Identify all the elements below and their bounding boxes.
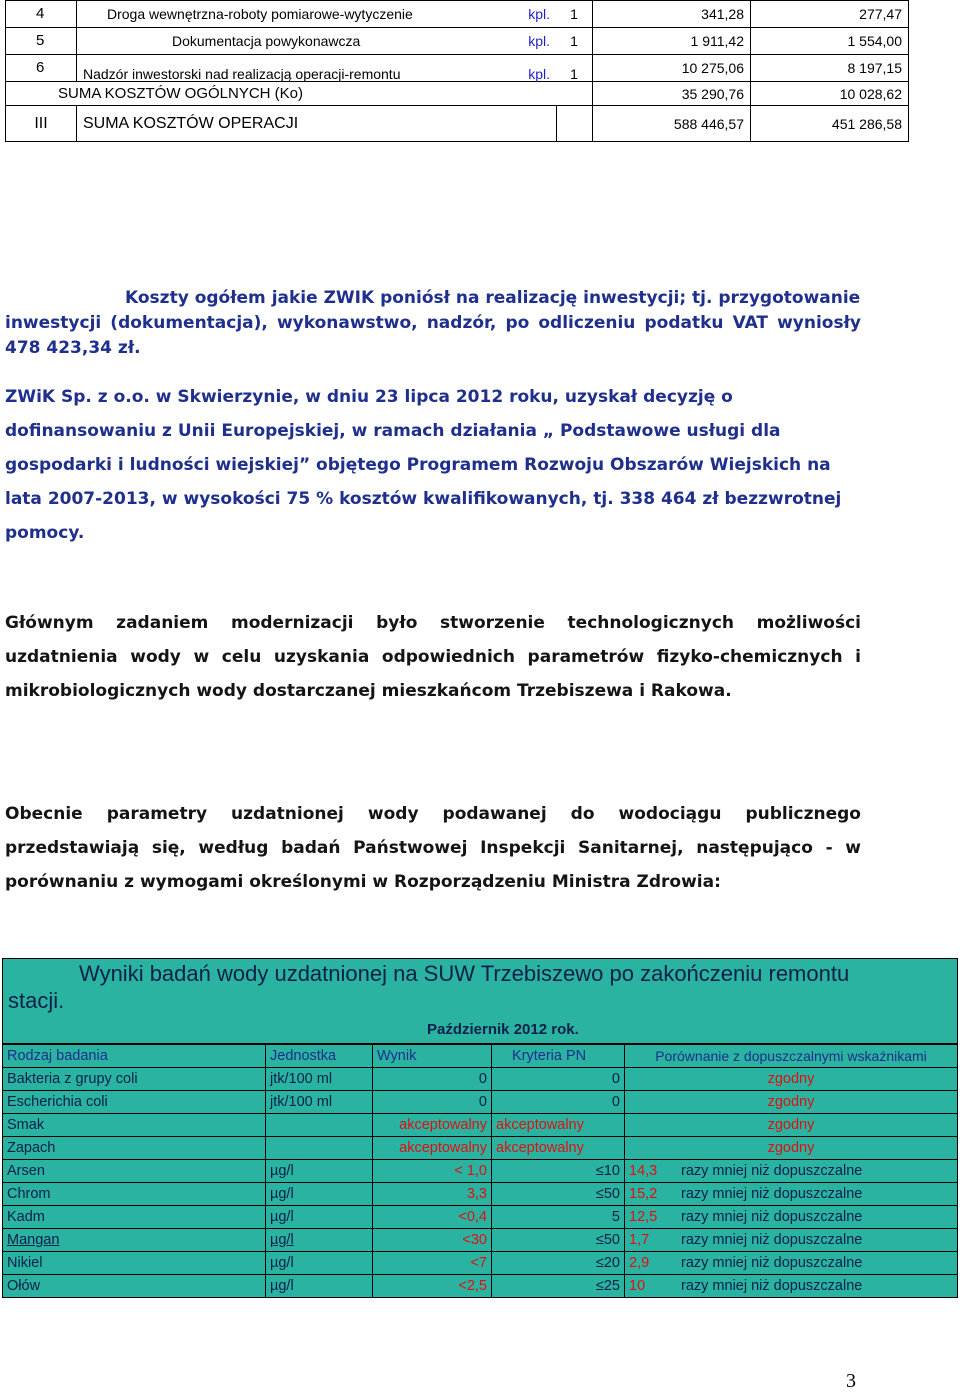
paragraph-line: ZWiK Sp. z o.o. w Skwierzynie, w dniu 23 lipca 2012 roku, uzyskał decyzję o [5,387,733,407]
cell-comparison: zgodny [625,1091,958,1114]
row-brutto: 1 911,42 [593,28,751,55]
comparison-factor: 12,5 [629,1209,658,1225]
cell-name: Kadm [3,1206,266,1229]
row-netto: 277,47 [751,1,909,28]
cell-comparison [625,1252,958,1275]
cell-criteria: ≤10 [492,1160,625,1183]
cell-criteria: 0 [492,1068,625,1091]
results-row [3,1206,958,1229]
cell-name: Smak [3,1114,266,1137]
results-row [3,1068,958,1091]
cell-result: <30 [373,1229,492,1252]
cell-result: <2,5 [373,1275,492,1298]
results-row [3,1252,958,1275]
cell-result: 0 [373,1068,492,1091]
row-lp: 4 [6,1,77,28]
sum-general-row [6,82,909,106]
row-netto: 8 197,15 [751,55,909,82]
cell-result: <0,4 [373,1206,492,1229]
paragraph-line: mikrobiologicznych wody dostarczanej mieszkańcom Trzebiszewa i Rakowa. [5,681,732,701]
paragraph-line: 478 423,34 zł. [5,338,141,358]
results-grid [2,1044,958,1298]
table-row [6,55,909,82]
row-unit: kpl. [522,55,556,82]
paragraph-line: porównaniu z wymogami określonymi w Rozporządzeniu Ministra Zdrowia: [5,872,721,892]
cell-unit: µg/l [266,1252,373,1275]
results-header-row [3,1045,958,1068]
sum-general-label: SUMA KOSZTÓW OGÓLNYCH (Ko) [6,82,593,106]
cell-unit: µg/l [266,1229,373,1252]
header-cell: Wynik [373,1045,492,1068]
cell-result: akceptowalny [373,1114,492,1137]
header-cell: Rodzaj badania [3,1045,266,1068]
sum-operation-row [6,106,909,142]
paragraph-line: Koszty ogółem jakie ZWIK poniósł na realizację inwestycji; tj. przygotowanie [125,288,861,308]
comparison-text: razy mniej niż dopuszczalne [681,1278,863,1294]
cell-result: < 1,0 [373,1160,492,1183]
row-unit: kpl. [522,1,556,28]
sum-operation-netto: 451 286,58 [751,106,909,142]
sum-operation-lp: III [6,106,77,142]
row-brutto: 341,28 [593,1,751,28]
cell-comparison [625,1183,958,1206]
row-qty: 1 [556,1,593,28]
cell-comparison: zgodny [625,1137,958,1160]
cell-criteria: akceptowalny [492,1137,625,1160]
results-row [3,1114,958,1137]
page-number: 3 [846,1370,856,1392]
paragraph-line: lata 2007-2013, w wysokości 75 % kosztów kwalifikowanych, tj. 338 464 zł bezzwrotnej [5,489,842,509]
row-lp: 6 [6,55,77,82]
results-row [3,1091,958,1114]
paragraph-line: dofinansowaniu z Unii Europejskiej, w ramach działania „ Podstawowe usługi dla [5,421,781,441]
paragraph-line: Obecnie parametry uzdatnionej wody podawanej do wodociągu publicznego [5,804,861,824]
paragraph-modernization [5,606,861,708]
cell-name: Arsen [3,1160,266,1183]
cell-result: 0 [373,1091,492,1114]
results-row [3,1137,958,1160]
paragraph-cost-summary [5,286,861,361]
cell-name: Escherichia coli [3,1091,266,1114]
cell-criteria: ≤20 [492,1252,625,1275]
cell-comparison: zgodny [625,1068,958,1091]
row-name: Droga wewnętrzna-roboty pomiarowe-wytyczenie [77,1,523,28]
cell-result: <7 [373,1252,492,1275]
results-row [3,1275,958,1298]
row-qty: 1 [556,28,593,55]
paragraph-line: Głównym zadaniem modernizacji było stworzenie technologicznych możliwości [5,613,861,633]
sum-operation-brutto: 588 446,57 [593,106,751,142]
cell-unit [266,1137,373,1160]
paragraph-line: pomocy. [5,523,85,543]
comparison-factor: 15,2 [629,1186,658,1202]
cell-name: Ołów [3,1275,266,1298]
cell-comparison [625,1229,958,1252]
comparison-text: razy mniej niż dopuszczalne [681,1209,863,1225]
results-title: Wyniki badań wody uzdatnionej na SUW Trzebiszewo po zakończeniu remontu [79,961,850,986]
cell-criteria: 5 [492,1206,625,1229]
comparison-factor: 14,3 [629,1163,658,1179]
paragraph-line: uzdatnienia wody w celu uzyskania odpowiednich parametrów fizyko-chemicznych i [5,647,861,667]
cell-name: Mangan [3,1229,266,1252]
results-row [3,1183,958,1206]
row-lp: 5 [6,28,77,55]
sum-operation-label: SUMA KOSZTÓW OPERACJI [77,106,557,142]
cell-comparison: zgodny [625,1114,958,1137]
header-cell: Porównanie z dopuszczalnymi wskaźnikami [625,1045,958,1068]
paragraph-line: gospodarki i ludności wiejskiej” objętego Programem Rozwoju Obszarów Wiejskich na [5,455,831,475]
comparison-factor: 1,7 [629,1232,650,1248]
cell-result: akceptowalny [373,1137,492,1160]
cell-unit: µg/l [266,1160,373,1183]
row-name: Nadzór inwestorski nad realizacją operacji-remontu [77,55,523,82]
cell-comparison [625,1206,958,1229]
cell-name: Nikiel [3,1252,266,1275]
table-row [6,1,909,28]
comparison-factor: 2,9 [629,1255,650,1271]
sum-general-brutto: 35 290,76 [593,82,751,106]
comparison-factor: 10 [629,1278,646,1294]
cell-unit: jtk/100 ml [266,1068,373,1091]
paragraph-line: inwestycji (dokumentacja), wykonawstwo, nadzór, po odliczeniu podatku VAT wyniosły [5,313,861,333]
row-netto: 1 554,00 [751,28,909,55]
comparison-text: razy mniej niż dopuszczalne [681,1163,863,1179]
header-cell: Jednostka [266,1045,373,1068]
cost-table [5,0,909,142]
cell-criteria: akceptowalny [492,1114,625,1137]
paragraph-funding [5,380,861,550]
cell-result: 3,3 [373,1183,492,1206]
cell-criteria: ≤25 [492,1275,625,1298]
paragraph-current-parameters [5,797,861,899]
comparison-text: razy mniej niż dopuszczalne [681,1186,863,1202]
comparison-text: razy mniej niż dopuszczalne [681,1232,863,1248]
cell-comparison [625,1160,958,1183]
results-title-continuation: stacji. [8,988,65,1013]
results-row [3,1160,958,1183]
table-row [6,28,909,55]
results-header [2,958,958,1044]
cell-criteria: 0 [492,1091,625,1114]
paragraph-line: przedstawiają się, według badań Państwowej Inspekcji Sanitarnej, następująco - w [5,838,861,858]
cell-name: Bakteria z grupy coli [3,1068,266,1091]
comparison-text: razy mniej niż dopuszczalne [681,1255,863,1271]
cell-unit: µg/l [266,1183,373,1206]
sum-general-netto: 10 028,62 [751,82,909,106]
water-results-table [2,958,958,1298]
cell-criteria: ≤50 [492,1229,625,1252]
results-date: Październik 2012 rok. [427,1021,579,1038]
results-row [3,1229,958,1252]
cell-name: Zapach [3,1137,266,1160]
cell-criteria: ≤50 [492,1183,625,1206]
cell-unit: µg/l [266,1206,373,1229]
cell-name: Chrom [3,1183,266,1206]
header-cell: Kryteria PN [492,1045,625,1068]
row-name: Dokumentacja powykonawcza [77,28,523,55]
cell-unit: µg/l [266,1275,373,1298]
row-unit: kpl. [522,28,556,55]
cell-comparison [625,1275,958,1298]
row-qty: 1 [556,55,593,82]
cell-unit: jtk/100 ml [266,1091,373,1114]
row-brutto: 10 275,06 [593,55,751,82]
cell-unit [266,1114,373,1137]
